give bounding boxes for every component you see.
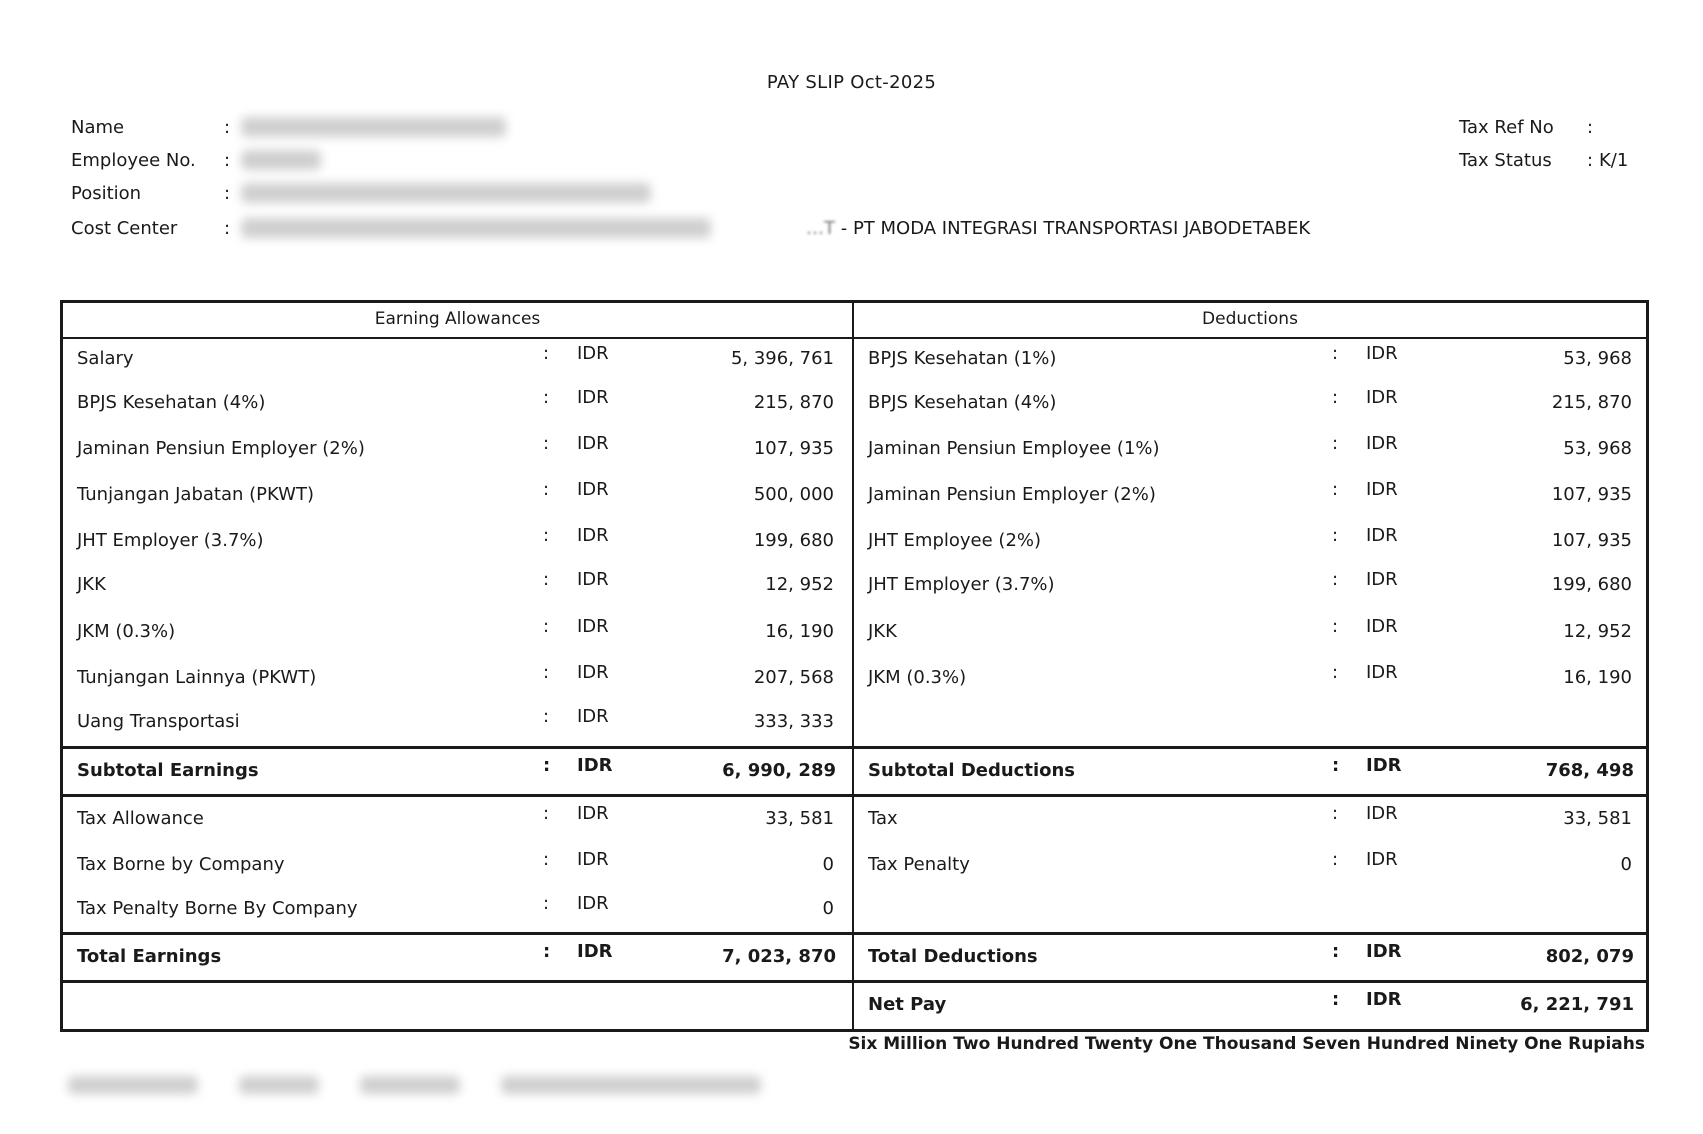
cost-center-label: Cost Center — [71, 218, 178, 239]
tax-ref-label: Tax Ref No — [1459, 117, 1554, 138]
name-redacted — [241, 117, 506, 137]
employee-info — [71, 117, 1671, 247]
footer-redacted-block — [239, 1076, 319, 1094]
tax-status-value: K/1 — [1599, 150, 1629, 171]
tax-ref-separator: : — [1587, 117, 1594, 138]
net-pay-row: Net Pay : IDR 6, 221, 791 — [868, 989, 1634, 1015]
header-divider — [63, 337, 1646, 339]
subtotal-earnings-row: Subtotal Earnings : IDR 6, 990, 289 — [77, 755, 836, 781]
earnings-row: JHT Employer (3.7%) : IDR 199, 680 — [77, 525, 834, 551]
total-earnings-row: Total Earnings : IDR 7, 023, 870 — [77, 941, 836, 967]
employee-no-separator: : — [224, 150, 231, 171]
earnings-row: JKM (0.3%) : IDR 16, 190 — [77, 616, 834, 642]
cost-center-value — [806, 218, 1310, 239]
page-title: PAY SLIP Oct-2025 — [766, 72, 937, 93]
employee-no-label: Employee No. — [71, 150, 196, 171]
cost-center-suffix: - PT MODA INTEGRASI TRANSPORTASI JABODETABEK — [840, 218, 1311, 239]
footer-redacted — [68, 1074, 797, 1094]
position-redacted — [241, 183, 651, 203]
cost-center-separator: : — [224, 218, 231, 239]
footer-redacted-block — [68, 1076, 198, 1094]
position-separator: : — [224, 183, 231, 204]
total-top-divider — [63, 932, 1646, 935]
deductions-row: JKK : IDR 12, 952 — [868, 616, 1632, 642]
deductions-row: BPJS Kesehatan (4%) : IDR 215, 870 — [868, 387, 1632, 413]
footer-redacted-block — [501, 1076, 761, 1094]
deductions-row: JHT Employer (3.7%) : IDR 199, 680 — [868, 569, 1632, 595]
earnings-tax-row: Tax Allowance : IDR 33, 581 — [77, 803, 834, 829]
cost-center-redacted — [241, 218, 711, 238]
total-bottom-divider — [63, 980, 1646, 983]
earnings-row: Uang Transportasi : IDR 333, 333 — [77, 706, 834, 732]
tax-status-separator: : — [1587, 150, 1594, 171]
earnings-row: Tunjangan Lainnya (PKWT) : IDR 207, 568 — [77, 662, 834, 688]
earnings-header: Earning Allowances — [374, 309, 541, 329]
tax-info — [1459, 117, 1669, 177]
deductions-tax-row: Tax Penalty : IDR 0 — [868, 849, 1632, 875]
earnings-row: Tunjangan Jabatan (PKWT) : IDR 500, 000 — [77, 479, 834, 505]
deductions-row: JHT Employee (2%) : IDR 107, 935 — [868, 525, 1632, 551]
deductions-row: Jaminan Pensiun Employee (1%) : IDR 53, 968 — [868, 433, 1632, 459]
earnings-row: Jaminan Pensiun Employer (2%) : IDR 107, 935 — [77, 433, 834, 459]
cost-center-partial: …T — [806, 218, 835, 239]
deductions-header: Deductions — [1202, 309, 1298, 329]
earnings-row: Salary : IDR 5, 396, 761 — [77, 343, 834, 369]
position-label: Position — [71, 183, 142, 204]
deductions-row: BPJS Kesehatan (1%) : IDR 53, 968 — [868, 343, 1632, 369]
earnings-tax-row: Tax Borne by Company : IDR 0 — [77, 849, 834, 875]
deductions-tax-row: Tax : IDR 33, 581 — [868, 803, 1632, 829]
earnings-row: JKK : IDR 12, 952 — [77, 569, 834, 595]
subtotal-deductions-row: Subtotal Deductions : IDR 768, 498 — [868, 755, 1634, 781]
column-divider — [852, 303, 854, 1029]
earnings-row: BPJS Kesehatan (4%) : IDR 215, 870 — [77, 387, 834, 413]
net-pay-in-words: Six Million Two Hundred Twenty One Thousand Seven Hundred Ninety One Rupiahs — [848, 1034, 1645, 1054]
deductions-row: JKM (0.3%) : IDR 16, 190 — [868, 662, 1632, 688]
subtotal-top-divider — [63, 746, 1646, 749]
footer-redacted-block — [360, 1076, 460, 1094]
deductions-row: Jaminan Pensiun Employer (2%) : IDR 107, 935 — [868, 479, 1632, 505]
payslip-table — [60, 300, 1649, 1032]
employee-no-redacted — [241, 150, 321, 170]
tax-status-label: Tax Status — [1459, 150, 1552, 171]
name-separator: : — [224, 117, 231, 138]
total-deductions-row: Total Deductions : IDR 802, 079 — [868, 941, 1634, 967]
earnings-tax-row: Tax Penalty Borne By Company : IDR 0 — [77, 893, 834, 919]
subtotal-bottom-divider — [63, 794, 1646, 797]
name-label: Name — [71, 117, 125, 138]
